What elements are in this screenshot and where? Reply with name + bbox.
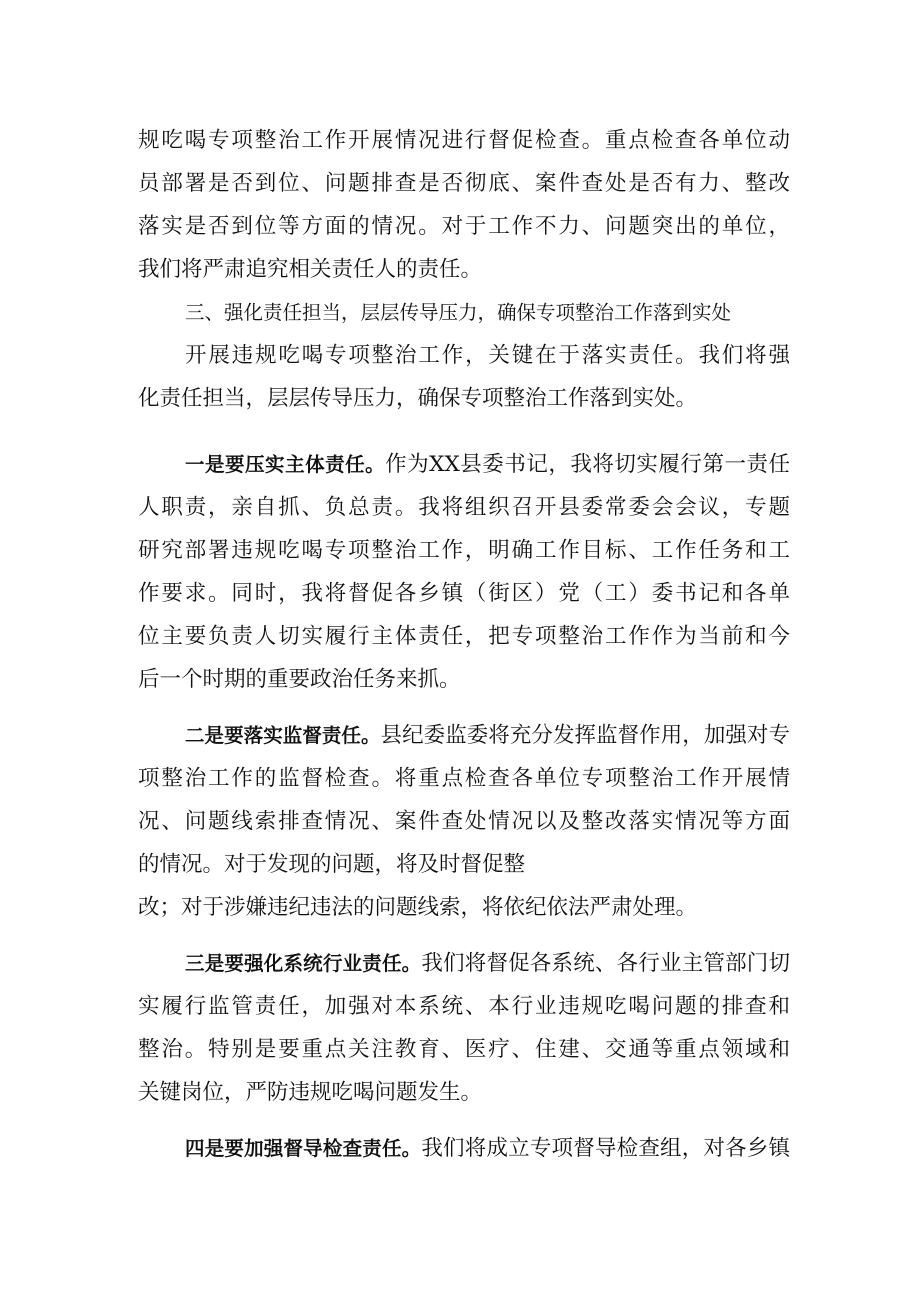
text-run: 我们将成立专项督导检查组，对各乡镇 xyxy=(421,1136,790,1161)
text-line: 化责任担当，层层传导压力，确保专项整治工作落到实处。 xyxy=(138,386,698,411)
text-line xyxy=(185,1134,790,1164)
text-line: 我们将严肃追究相关责任人的责任。 xyxy=(138,257,483,282)
text-line xyxy=(185,450,790,480)
text-line: 研究部署违规吃喝专项整治工作，明确工作目标、工作任务和工 xyxy=(138,538,790,563)
section-heading: 三、强化责任担当，层层传导压力，确保专项整治工作落到实处 xyxy=(185,301,732,324)
text-line: 关键岗位，严防违规吃喝问题发生。 xyxy=(138,1080,483,1105)
paragraph-lead: 三是要强化系统行业责任。 xyxy=(185,952,422,975)
text-run: 作为XX县委书记，我将切实履行第一责任 xyxy=(385,452,790,477)
text-run: 县纪委监委将充分发挥监督作用，加强对专 xyxy=(380,723,790,748)
text-line: 人职责，亲自抓、负总责。我将组织召开县委常委会会议，专题 xyxy=(138,495,790,520)
text-line: 员部署是否到位、问题排查是否彻底、案件查处是否有力、整改 xyxy=(138,171,790,196)
text-line: 的情况。对于发现的问题，将及时督促整 xyxy=(138,852,526,877)
paragraph-lead: 四是要加强督导检查责任。 xyxy=(185,1137,422,1160)
text-line: 整治。特别是要重点关注教育、医疗、住建、交通等重点领域和 xyxy=(138,1037,790,1062)
text-line: 改；对于涉嫌违纪违法的问题线索，将依纪依法严肃处理。 xyxy=(138,895,698,920)
paragraph-lead: 一是要压实主体责任。 xyxy=(185,453,386,476)
text-line: 后一个时期的重要政治任务来抓。 xyxy=(138,667,461,692)
text-line: 作要求。同时，我将督促各乡镇（街区）党（工）委书记和各单 xyxy=(138,581,790,606)
text-line xyxy=(185,949,790,979)
text-line: 开展违规吃喝专项整治工作，关键在于落实责任。我们将强 xyxy=(185,343,790,368)
text-run: 我们将督促各系统、各行业主管部门切 xyxy=(421,951,790,976)
text-line: 规吃喝专项整治工作开展情况进行督促检查。重点检查各单位动 xyxy=(138,128,790,153)
text-line: 况、问题线索排查情况、案件查处情况以及整改落实情况等方面 xyxy=(138,809,790,834)
text-line: 落实是否到位等方面的情况。对于工作不力、问题突出的单位， xyxy=(138,214,790,239)
text-line: 实履行监管责任，加强对本系统、本行业违规吃喝问题的排查和 xyxy=(138,994,790,1019)
text-line: 项整治工作的监督检查。将重点检查各单位专项整治工作开展情 xyxy=(138,766,790,791)
text-line xyxy=(185,721,790,751)
paragraph-lead: 二是要落实监督责任。 xyxy=(185,724,381,747)
text-line: 位主要负责人切实履行主体责任，把专项整治工作作为当前和今 xyxy=(138,624,790,649)
